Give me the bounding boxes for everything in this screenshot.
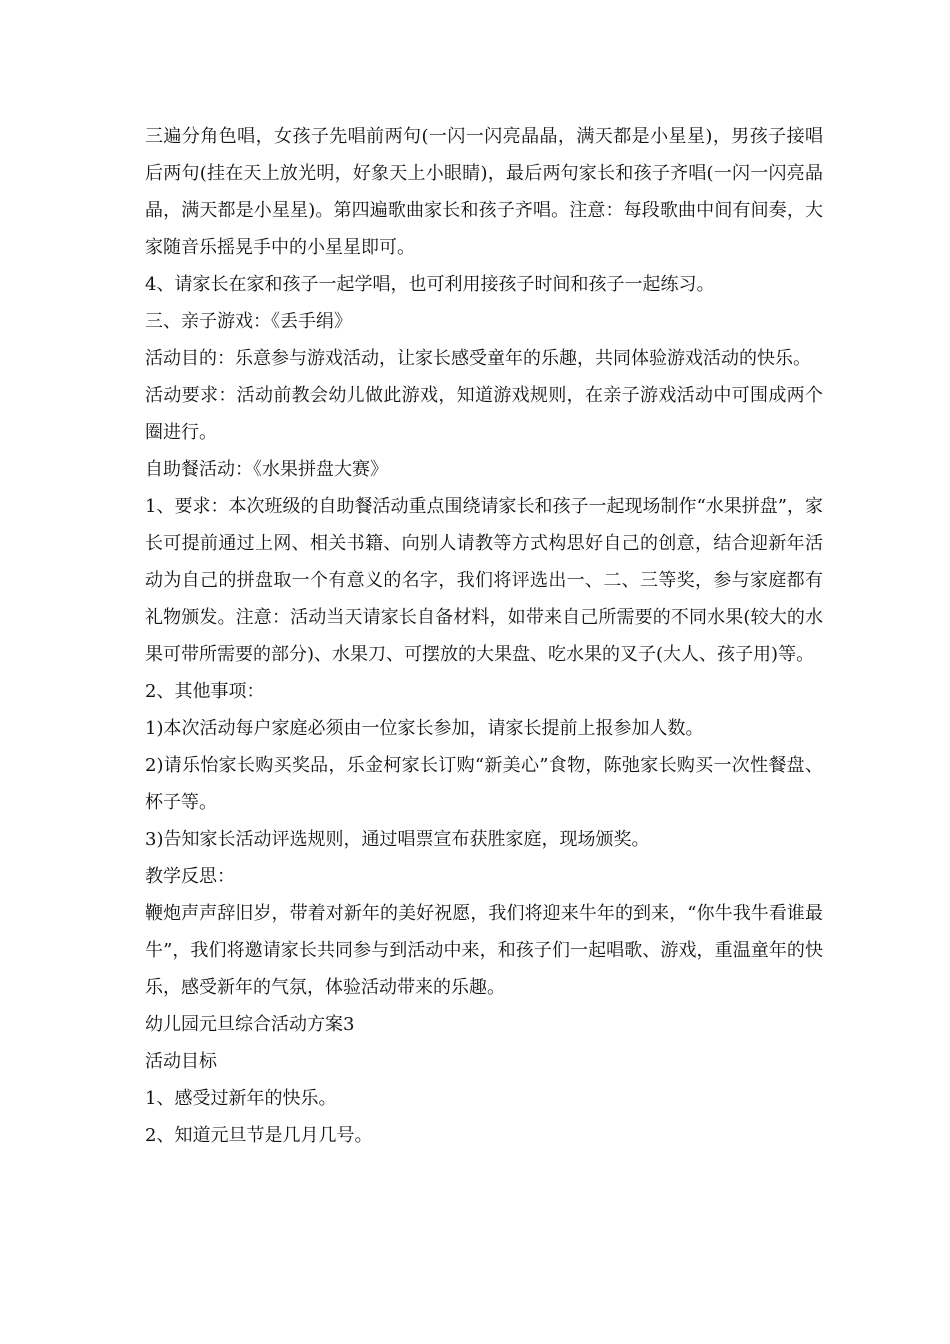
document-body — [145, 118, 823, 1154]
paragraph-game-requirements: 活动要求：活动前教会幼儿做此游戏，知道游戏规则，在亲子游戏活动中可围成两个圈进行。 — [145, 385, 823, 443]
paragraph-reflection: 鞭炮声声辞旧岁，带着对新年的美好祝愿，我们将迎来牛年的到来，“你牛我牛看谁最牛”，我们将邀请家长共同参与到活动中来，和孩子们一起唱歌、游戏，重温童年的快乐，感受新年的气氛，体验活动带来的乐趣。 — [145, 903, 823, 998]
heading-parent-child-game: 三、亲子游戏：《丢手绢》 — [145, 311, 352, 332]
heading-other-matters: 2、其他事项： — [145, 681, 265, 702]
list-item-matter-3: 3)告知家长活动评选规则，通过唱票宣布获胜家庭，现场颁奖。 — [145, 829, 650, 850]
heading-buffet-activity: 自助餐活动：《水果拼盘大赛》 — [145, 459, 388, 480]
list-item-matter-1: 1)本次活动每户家庭必须由一位家长参加，请家长提前上报参加人数。 — [145, 718, 704, 739]
heading-teaching-reflection: 教学反思： — [145, 866, 235, 887]
heading-plan-3: 幼儿园元旦综合活动方案3 — [145, 1014, 355, 1035]
heading-activity-goals: 活动目标 — [145, 1051, 217, 1072]
list-item-goal-2: 2、知道元旦节是几月几号。 — [145, 1125, 373, 1146]
list-item-matter-2: 2)请乐怡家长购买奖品，乐金柯家长订购“新美心”食物，陈弛家长购买一次性餐盘、杯子等。 — [145, 755, 823, 813]
paragraph-practice-at-home: 4、请家长在家和孩子一起学唱，也可利用接孩子时间和孩子一起练习。 — [145, 274, 715, 295]
paragraph-song-roles: 三遍分角色唱，女孩子先唱前两句(一闪一闪亮晶晶，满天都是小星星)，男孩子接唱后两句(挂在天上放光明，好象天上小眼睛)，最后两句家长和孩子齐唱(一闪一闪亮晶晶，满天都是小星星)。第四遍歌曲家长和孩子齐唱。注意：每段歌曲中间有间奏，大家随音乐摇晃手中的小星星即可。 — [145, 126, 823, 258]
paragraph-game-purpose: 活动目的：乐意参与游戏活动，让家长感受童年的乐趣，共同体验游戏活动的快乐。 — [145, 348, 811, 369]
list-item-goal-1: 1、感受过新年的快乐。 — [145, 1088, 337, 1109]
paragraph-buffet-requirements: 1、要求：本次班级的自助餐活动重点围绕请家长和孩子一起现场制作“水果拼盘”，家长可提前通过上网、相关书籍、向别人请教等方式构思好自己的创意，结合迎新年活动为自己的拼盘取一个有意义的名字，我们将评选出一、二、三等奖，参与家庭都有礼物颁发。注意：活动当天请家长自备材料，如带来自己所需要的不同水果(较大的水果可带所需要的部分)、水果刀、可摆放的大果盘、吃水果的叉子(大人、孩子用)等。 — [145, 496, 823, 665]
